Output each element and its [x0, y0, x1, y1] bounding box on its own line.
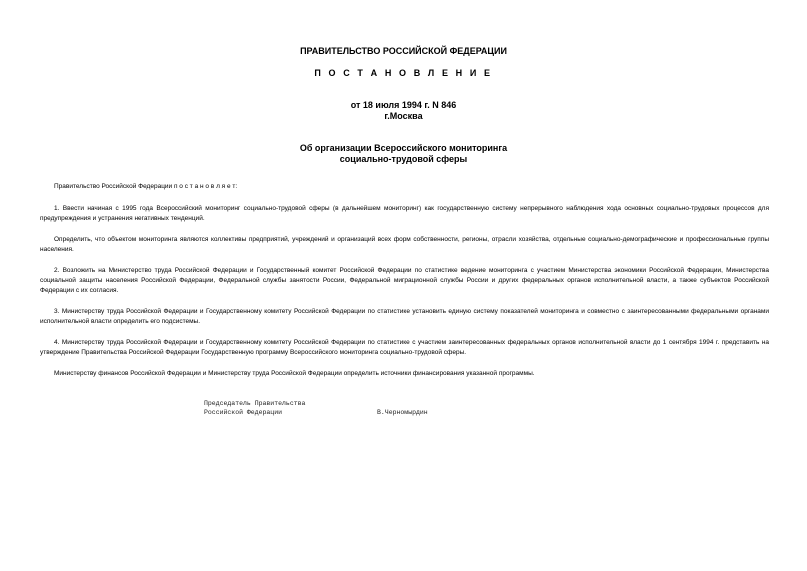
document-title-line-1: Об организации Всероссийского мониторинга [299, 143, 508, 153]
paragraph-4: 4. Министерству труда Российской Федерации и Государственному комитету Российской Федерации по статистике с участием заинтересованных федеральных органов исполнительной власти до 1 сентября 1994 г. представить на утверждение Правительства Российской Федерации Государственную программу Всероссийского мониторинга социально-трудовой сферы. [40, 339, 769, 356]
issuing-authority: ПРАВИТЕЛЬСТВО РОССИЙСКОЙ ФЕДЕРАЦИИ [300, 46, 507, 56]
document-date-number: от 18 июля 1994 г. N 846 [350, 100, 457, 110]
preamble: Правительство Российской Федерации п о с т а н о в л я е т: [54, 183, 238, 190]
paragraph-5: Министерству финансов Российской Федерации и Министерству труда Российской Федерации определить источники финансирования указанной программы. [54, 370, 535, 377]
paragraph-3: 3. Министерству труда Российской Федерации и Государственному комитету Российской Федерации по статистике установить единую систему показателей мониторинга и совместно с заинтересованными федеральными органами исполнительной власти определить его подсистемы. [40, 308, 769, 325]
paragraph-1: 1. Ввести начиная с 1995 года Всероссийский мониторинг социально-трудовой сферы (в дальнейшем мониторинг) как государственную систему непрерывного наблюдения хода основных социально-трудовых процессов для предупреждения и устранения негативных тенденций. [40, 205, 769, 222]
paragraph-1-continued: Определить, что объектом мониторинга являются коллективы предприятий, учреждений и организаций всех форм собственности, регионы, отрасли хозяйства, отдельные социально-демографические и профессиональные группы населения. [40, 236, 769, 253]
document-type: П О С Т А Н О В Л Е Н И Е [314, 68, 493, 78]
paragraph-2: 2. Возложить на Министерство труда Российской Федерации и Государственный комитет Российской Федерации по статистике ведение мониторинга с участием Министерства экономики Российской Федерации, Министерства социальной защиты населения Российской Федерации, Федеральной службы занятости России, Федеральной миграционной службы России и других федеральных органов исполнительной власти, а также субъектов Российской Федерации с их согласия. [40, 267, 769, 294]
signatory-position-line-1: Председатель Правительства [204, 400, 306, 407]
document-city: г.Москва [384, 111, 423, 121]
signatory-name: В.Черномырдин [377, 409, 428, 416]
document-title-line-2: социально-трудовой сферы [339, 154, 468, 164]
signatory-position-line-2: Российской Федерации [204, 409, 283, 416]
